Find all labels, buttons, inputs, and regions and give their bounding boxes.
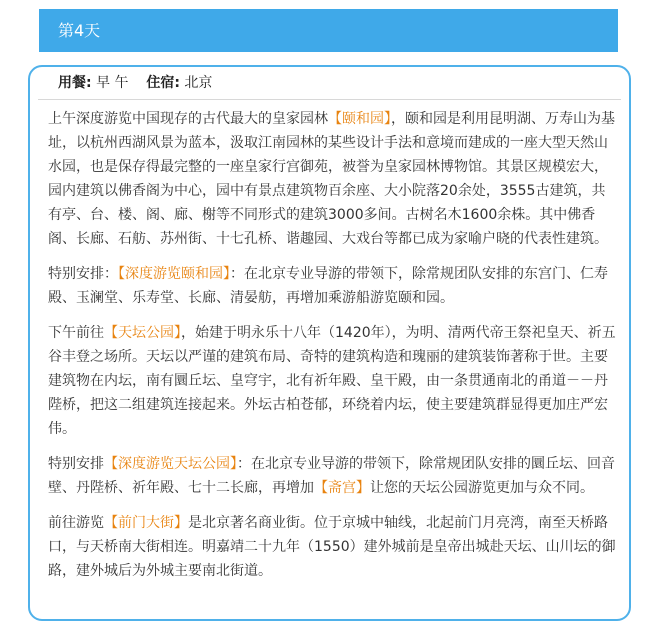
paragraph-text: 让您的天坛公园游览更加与众不同。: [370, 480, 594, 496]
highlight-attraction: 【天坛公园】: [104, 325, 181, 341]
stay-label: 住宿:: [146, 75, 180, 91]
itinerary-paragraph: [48, 511, 616, 583]
divider: [38, 99, 621, 100]
meal-stay-info: [58, 72, 212, 94]
paragraph-text: 是北京著名商业街。位于京城中轴线，北起前门月亮湾，南至天桥路口，与天桥南大街相连。明嘉靖二十九年（1550）建外城前是皇帝出城赴天坛、山川坛的御路，建外城后为外城主要南北街道。: [48, 515, 616, 579]
paragraph-text: 下午前往: [48, 325, 104, 341]
paragraph-text: 上午深度游览中国现存的古代最大的皇家园林: [48, 111, 328, 127]
paragraph-text: 前往游览: [48, 515, 104, 531]
highlight-attraction: 【深度游览天坛公园】: [104, 456, 237, 472]
itinerary-content: [48, 107, 616, 594]
itinerary-paragraph: [48, 107, 616, 251]
itinerary-paragraph: [48, 262, 616, 310]
highlight-attraction: 【斋宫】: [314, 480, 370, 496]
itinerary-paragraph: [48, 321, 616, 441]
paragraph-text: ：在北京专业导游的带领下，除常规团队安排的圜丘坛、回音壁、丹陛桥、祈年殿、七十二长廊，再增加: [48, 456, 615, 496]
paragraph-text: ：在北京专业导游的带领下，除常规团队安排的东宫门、仁寿殿、玉澜堂、乐寿堂、长廊、清晏舫，再增加乘游船游览颐和园。: [48, 266, 608, 306]
stay-value: 北京: [184, 75, 213, 91]
day-header: [39, 9, 618, 52]
day-title: 第4天: [58, 21, 101, 40]
highlight-attraction: 【深度游览颐和园】: [118, 266, 230, 282]
highlight-attraction: 【颐和园】: [328, 111, 391, 127]
highlight-attraction: 【前门大街】: [104, 515, 188, 531]
paragraph-text: ，始建于明永乐十八年（1420年），为明、清两代帝王祭祀皇天、祈五谷丰登之场所。天坛以严谨的建筑布局、奇特的建筑构造和瑰丽的建筑装饰著称于世。主要建筑物在内坛，南有圜丘坛、皇穹宇，北有祈年殿、皇干殿，由一条贯通南北的甬道－－丹陛桥，把这二组建筑连接起来。外坛古柏苍郁，环绕着内坛，使主要建筑群显得更加庄严宏伟。: [48, 325, 616, 437]
paragraph-text: 特别安排: [48, 456, 104, 472]
meal-value: 早 午: [96, 75, 129, 91]
paragraph-text: 特别安排：: [48, 266, 118, 282]
itinerary-paragraph: [48, 452, 616, 500]
paragraph-text: ，颐和园是利用昆明湖、万寿山为基址，以杭州西湖风景为蓝本，汲取江南园林的某些设计手法和意境而建成的一座大型天然山水园，也是保存得最完整的一座皇家行宫御苑，被誉为皇家园林博物馆。其景区规模宏大，园内建筑以佛香阁为中心，园中有景点建筑物百余座、大小院落20余处，3555古建筑，共有亭、台、楼、阁、廊、榭等不同形式的建筑3000多间。古树名木1600余株。其中佛香阁、长廊、石舫、苏州街、十七孔桥、谐趣园、大戏台等都已成为家喻户晓的代表性建筑。: [48, 111, 615, 247]
meal-label: 用餐:: [58, 75, 92, 91]
itinerary-card: [28, 65, 631, 621]
